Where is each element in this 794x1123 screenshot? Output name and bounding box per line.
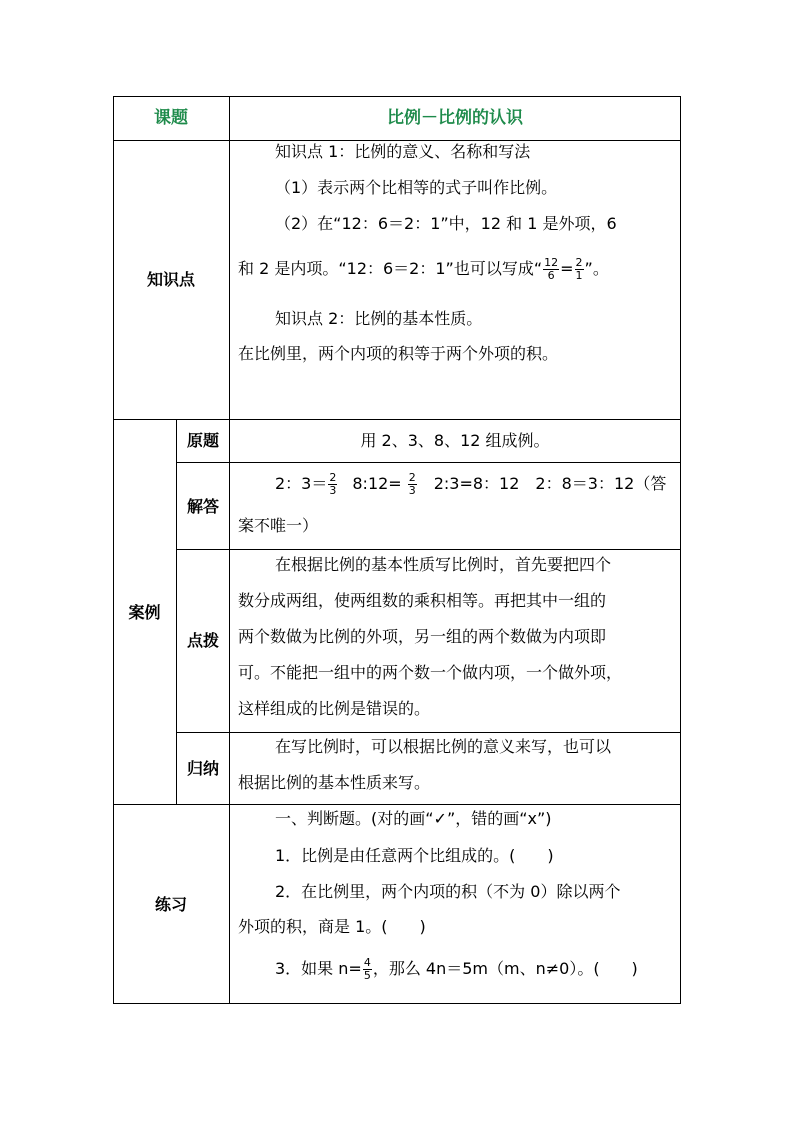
fraction-12-6 [543,257,559,282]
practice-line-5-end: ，那么 4n＝5m（m、n≠0）。( ) [372,959,638,978]
border-bottom [113,1003,681,1004]
summary-line-2: 根据比例的基本性质来写。 [238,773,431,792]
hint-label: 点拨 [186,631,219,650]
answer-line-2: 案不唯一） [238,516,319,535]
hint-line-4: 可。不能把一组中的两个数一个做内项，一个做外项， [238,663,623,682]
fraction-numerator: 4 [363,956,371,969]
answer-part-2: 8:12= [352,474,402,493]
fraction-denominator: 3 [329,484,337,497]
case-label: 案例 [128,603,161,622]
knowledge-line-5: 知识点 2：比例的基本性质。 [275,309,483,328]
practice-label: 练习 [154,895,187,914]
border-left [113,96,114,1004]
summary-label: 归纳 [186,759,219,778]
divider-answer [176,549,681,550]
practice-line-5-start: 3．如果 n= [275,959,362,978]
knowledge-line-4-end: ”。 [584,259,609,278]
knowledge-line-4 [238,257,609,282]
knowledge-line-6: 在比例里，两个内项的积等于两个外项的积。 [238,344,559,363]
fraction-denominator: 1 [575,269,583,282]
equals-sign: = [560,259,574,278]
fraction-numerator: 12 [544,256,559,269]
summary-line-1: 在写比例时，可以根据比例的意义来写，也可以 [275,737,612,756]
fraction-denominator: 5 [363,969,371,982]
divider-header [113,140,681,141]
divider-subcol [176,419,177,804]
answer-line-1 [275,472,666,497]
lesson-table [113,96,681,1004]
knowledge-label: 知识点 [146,270,195,289]
fraction-2-3-b [408,472,417,497]
fraction-numerator: 2 [575,256,583,269]
knowledge-line-3: （2）在“12：6＝2：1”中，12 和 1 是外项，6 [275,214,617,233]
divider-col [229,96,230,1004]
original-text: 用 2、3、8、12 组成例。 [360,431,550,450]
answer-part-1: 2：3＝ [275,474,328,493]
hint-line-1: 在根据比例的基本性质写比例时，首先要把四个 [275,555,612,574]
border-top [113,96,681,97]
practice-line-2: 1．比例是由任意两个比组成的。( ) [275,846,554,865]
knowledge-line-2: （1）表示两个比相等的式子叫作比例。 [275,178,558,197]
border-right [680,96,681,1004]
hint-line-5: 这样组成的比例是错误的。 [238,699,431,718]
fraction-numerator: 2 [408,471,416,484]
knowledge-line-4-start: 和 2 是内项。“12：6＝2：1”也可以写成“ [238,259,543,278]
header-title: 比例－比例的认识 [387,108,523,128]
practice-line-5 [275,957,638,982]
hint-line-2: 数分成两组，使两组数的乘积相等。再把其中一组的 [238,591,607,610]
knowledge-line-1: 知识点 1：比例的意义、名称和写法 [275,142,531,161]
answer-label: 解答 [186,497,219,516]
fraction-denominator: 6 [547,269,555,282]
original-label: 原题 [186,431,219,450]
answer-part-3: 2:3=8：12 2：8＝3：12（答 [433,474,667,493]
fraction-2-3 [328,472,337,497]
divider-hint [176,732,681,733]
practice-line-1: 一、判断题。(对的画“✓”，错的画“x”) [275,809,552,828]
practice-line-3: 2．在比例里，两个内项的积（不为 0）除以两个 [275,882,621,901]
fraction-2-1 [575,257,584,282]
fraction-denominator: 3 [408,484,416,497]
fraction-4-5 [363,957,372,982]
divider-knowledge [113,419,681,420]
divider-case [113,804,681,805]
practice-line-4: 外项的积，商是 1。( ) [238,917,426,936]
header-topic-label: 课题 [154,108,188,128]
hint-line-3: 两个数做为比例的外项，另一组的两个数做为内项即 [238,627,607,646]
fraction-numerator: 2 [329,471,337,484]
divider-original [176,462,681,463]
